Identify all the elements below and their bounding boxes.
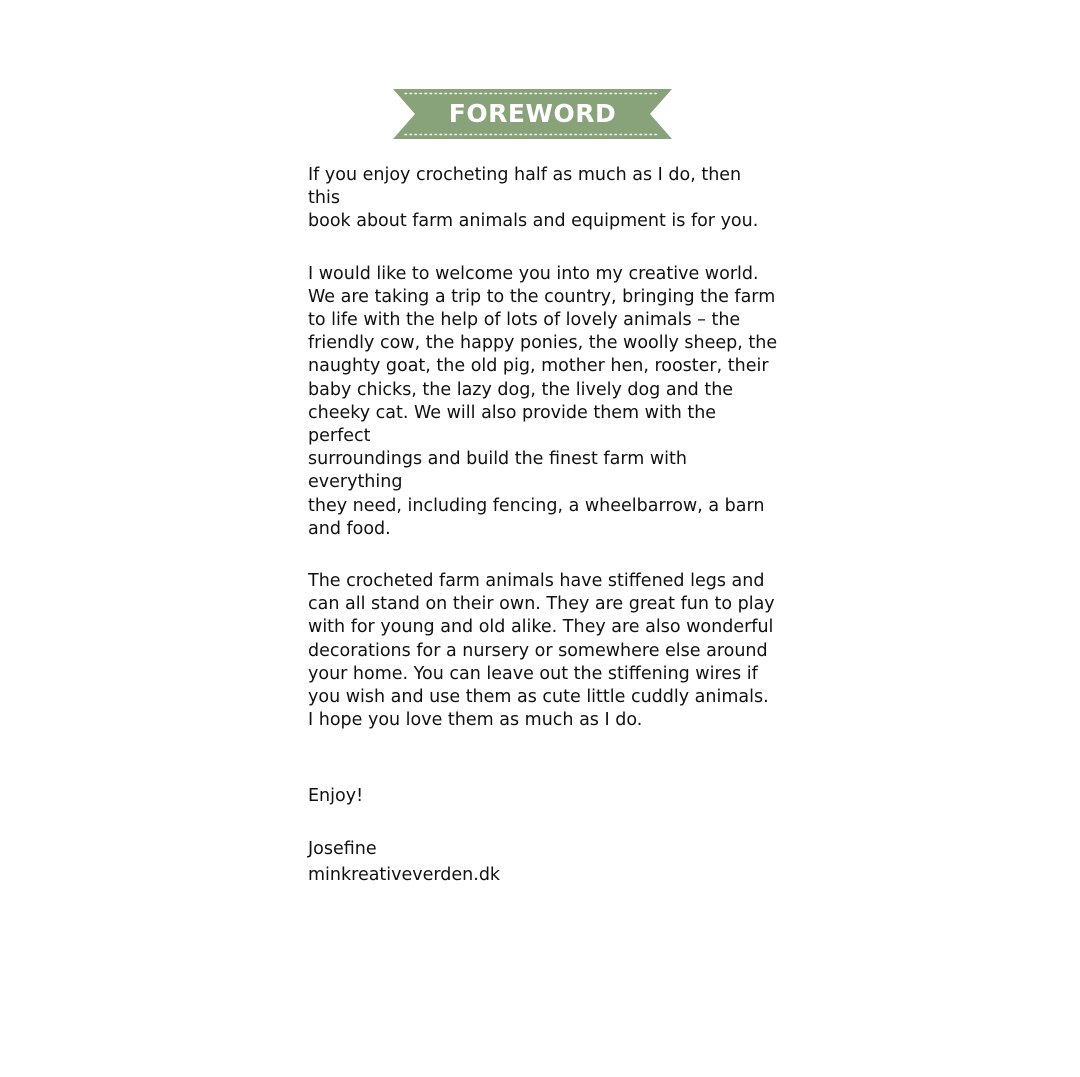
paragraph-intro: If you enjoy crocheting half as much as I do, then this book about farm animals and equipment is for you. [308,165,759,232]
author-website: minkreativeverden.dk [308,864,501,885]
closing-text: Enjoy! [308,786,364,807]
foreword-banner [393,89,672,139]
paragraph-animals: The crocheted farm animals have stiffened legs and can all stand on their own. They are great fun to play with for young and old alike. They are also wonderful decorations for a nursery or somewhere else around your home. You can leave out the stiffening wires if you wish and use them as cute little cuddly animals. I hope you love them as much as I do. [308,571,775,731]
foreword-body [308,164,778,887]
author-name: Josefine [308,838,377,859]
page-title: FOREWORD [448,99,617,128]
paragraph-welcome: I would like to welcome you into my creative world. We are taking a trip to the country, bringing the farm to life with the help of lots of lovely animals – the friendly cow, the happy ponies, the woolly sheep, the naughty goat, the old pig, mother hen, rooster, their baby chicks, the lazy dog, the lively dog and the cheeky cat. We will also provide them with the perfect surroundings and build the finest farm with everything they need, including fencing, a wheelbarrow, a barn and food. [308,263,778,539]
